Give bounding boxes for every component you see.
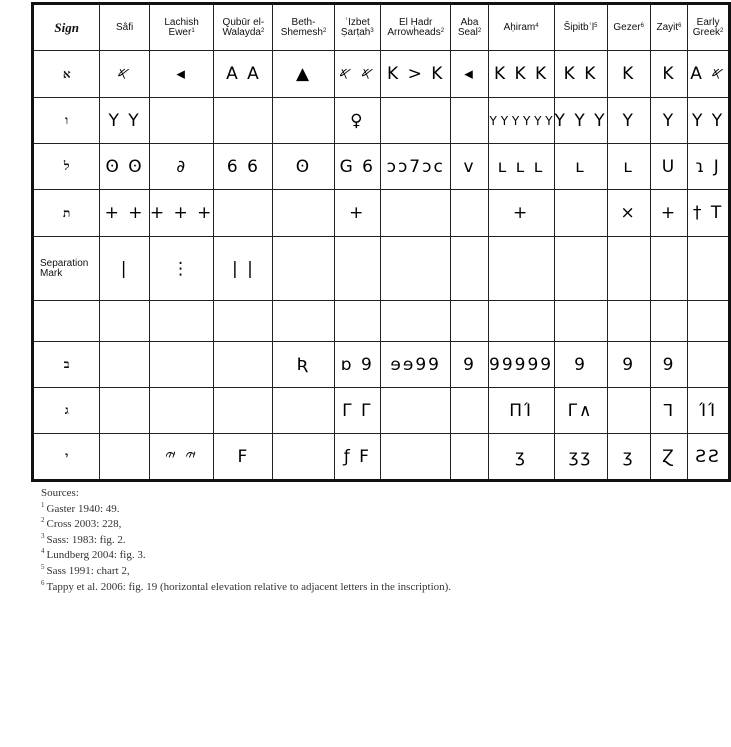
glyph-cell bbox=[381, 388, 451, 434]
sign-cell: ב bbox=[33, 342, 100, 388]
glyph-cell bbox=[451, 301, 488, 342]
letter-form-glyph: ▲ bbox=[295, 64, 312, 84]
letter-form-glyph: 𐤀 bbox=[117, 64, 132, 84]
header-gezer: Gezer$^6$ bbox=[607, 4, 650, 51]
footnote-number: 6 bbox=[41, 578, 45, 587]
footnote-number: 4 bbox=[41, 547, 45, 556]
glyph-cell bbox=[334, 301, 380, 342]
glyph-cell bbox=[149, 144, 214, 190]
letter-form-glyph: Γ Γ bbox=[342, 400, 373, 421]
glyph-cell bbox=[273, 51, 334, 98]
glyph-cell bbox=[554, 342, 607, 388]
letter-form-glyph: 6 6 bbox=[226, 156, 260, 177]
letter-form-glyph: Y bbox=[662, 110, 676, 131]
table-row bbox=[33, 388, 730, 434]
glyph-cell bbox=[688, 388, 730, 434]
glyph-cell bbox=[334, 51, 380, 98]
glyph-cell bbox=[607, 342, 650, 388]
glyph-cell bbox=[214, 237, 273, 301]
letter-form-glyph: + bbox=[512, 203, 530, 223]
sources-footnotes bbox=[41, 486, 451, 595]
glyph-cell bbox=[688, 98, 730, 144]
glyph-cell bbox=[488, 98, 554, 144]
glyph-cell bbox=[607, 301, 650, 342]
letter-form-glyph: Ʀ bbox=[296, 354, 311, 375]
footnote-number: 2 bbox=[41, 516, 45, 525]
sign-cell: ו bbox=[33, 98, 100, 144]
glyph-cell bbox=[214, 190, 273, 237]
header-aba-seal: Aba Seal$^2$ bbox=[451, 4, 488, 51]
glyph-cell bbox=[650, 51, 687, 98]
table-row bbox=[33, 51, 730, 98]
glyph-cell bbox=[554, 434, 607, 481]
source-text: Sass: 1983: fig. 2. bbox=[46, 533, 126, 546]
glyph-cell bbox=[607, 144, 650, 190]
glyph-cell bbox=[334, 388, 380, 434]
glyph-cell bbox=[381, 237, 451, 301]
glyph-cell bbox=[451, 342, 488, 388]
glyph-cell bbox=[488, 342, 554, 388]
letter-form-glyph: ʒ bbox=[515, 446, 527, 467]
glyph-cell bbox=[334, 237, 380, 301]
letter-form-glyph: U bbox=[661, 156, 677, 177]
glyph-cell bbox=[451, 144, 488, 190]
source-item bbox=[41, 580, 451, 596]
letter-form-glyph: ʟ ʟ ʟ bbox=[497, 156, 545, 177]
letter-form-glyph: 9 bbox=[463, 354, 476, 375]
glyph-cell bbox=[607, 237, 650, 301]
footnote-number: 1 bbox=[41, 500, 45, 509]
glyph-cell bbox=[488, 144, 554, 190]
letter-form-glyph: ⋮ bbox=[172, 258, 192, 279]
letter-form-glyph: ʒʒ bbox=[568, 446, 593, 467]
letter-form-glyph: ΊΊ bbox=[699, 400, 718, 421]
letter-form-glyph: ♀ bbox=[350, 110, 365, 131]
glyph-cell bbox=[650, 190, 687, 237]
table-row bbox=[33, 342, 730, 388]
glyph-cell bbox=[650, 301, 687, 342]
letter-form-glyph: Y Y bbox=[108, 110, 141, 131]
source-item bbox=[41, 548, 451, 564]
glyph-cell bbox=[214, 388, 273, 434]
glyph-cell bbox=[688, 301, 730, 342]
sources-title: Sources: bbox=[41, 487, 79, 499]
letter-form-glyph: 𐤀 𐤀 bbox=[338, 64, 376, 84]
sign-cell: י bbox=[33, 434, 100, 481]
glyph-cell bbox=[100, 51, 149, 98]
glyph-cell bbox=[381, 301, 451, 342]
glyph-cell bbox=[381, 144, 451, 190]
glyph-cell bbox=[554, 98, 607, 144]
glyph-cell bbox=[554, 51, 607, 98]
glyph-cell bbox=[554, 237, 607, 301]
glyph-cell bbox=[650, 388, 687, 434]
letter-form-glyph: K bbox=[662, 64, 676, 84]
glyph-cell bbox=[554, 388, 607, 434]
glyph-cell bbox=[451, 51, 488, 98]
glyph-cell bbox=[100, 434, 149, 481]
letter-form-glyph: F bbox=[237, 446, 250, 467]
letter-form-glyph: ᒣ bbox=[662, 400, 676, 421]
glyph-cell bbox=[149, 434, 214, 481]
letter-form-glyph: | bbox=[120, 258, 129, 279]
glyph-cell bbox=[149, 301, 214, 342]
glyph-cell bbox=[334, 342, 380, 388]
letter-form-glyph: K > K bbox=[387, 64, 445, 84]
glyph-cell bbox=[149, 98, 214, 144]
glyph-cell bbox=[650, 342, 687, 388]
glyph-cell bbox=[688, 144, 730, 190]
table-row bbox=[33, 144, 730, 190]
letter-form-glyph: + + bbox=[104, 203, 145, 223]
glyph-cell bbox=[214, 144, 273, 190]
glyph-cell bbox=[273, 301, 334, 342]
letter-form-glyph: A A bbox=[226, 64, 261, 84]
glyph-cell bbox=[100, 190, 149, 237]
letter-form-glyph: ʒ bbox=[622, 446, 635, 467]
glyph-cell bbox=[214, 51, 273, 98]
sign-cell bbox=[33, 301, 100, 342]
glyph-cell bbox=[688, 342, 730, 388]
glyph-cell bbox=[607, 190, 650, 237]
glyph-cell bbox=[273, 98, 334, 144]
letter-form-glyph: ʟ bbox=[623, 156, 634, 177]
letter-form-glyph: K bbox=[622, 64, 636, 84]
glyph-cell bbox=[488, 237, 554, 301]
source-text: Gaster 1940: 49. bbox=[46, 502, 120, 515]
letter-form-glyph: ΠΊ bbox=[509, 400, 533, 421]
glyph-cell bbox=[273, 434, 334, 481]
glyph-cell bbox=[451, 434, 488, 481]
footnote-number: 3 bbox=[41, 531, 45, 540]
letter-form-glyph: Y Y bbox=[691, 110, 725, 131]
letter-form-glyph: ɿ J bbox=[695, 156, 721, 177]
glyph-cell bbox=[650, 98, 687, 144]
glyph-cell bbox=[100, 388, 149, 434]
letter-form-glyph: K K bbox=[563, 64, 598, 84]
glyph-cell bbox=[554, 144, 607, 190]
glyph-cell bbox=[488, 51, 554, 98]
glyph-cell bbox=[451, 388, 488, 434]
sign-cell: ג bbox=[33, 388, 100, 434]
header-row bbox=[33, 4, 730, 51]
glyph-cell bbox=[688, 237, 730, 301]
glyph-cell bbox=[100, 342, 149, 388]
glyph-cell bbox=[334, 144, 380, 190]
glyph-cell bbox=[607, 388, 650, 434]
glyph-cell bbox=[214, 301, 273, 342]
glyph-cell bbox=[451, 190, 488, 237]
letter-form-glyph: + bbox=[660, 203, 678, 223]
sign-cell: ל bbox=[33, 144, 100, 190]
table-row bbox=[33, 190, 730, 237]
glyph-cell bbox=[488, 434, 554, 481]
letter-form-glyph: v bbox=[463, 156, 476, 177]
glyph-cell bbox=[607, 98, 650, 144]
source-text: Tappy et al. 2006: fig. 19 (horizontal elevation relative to adjacent letters in the inscription). bbox=[46, 580, 452, 593]
glyph-cell bbox=[334, 190, 380, 237]
header-sipitbl: Šipitbʿl$^5$ bbox=[554, 4, 607, 51]
glyph-cell bbox=[688, 434, 730, 481]
sign-cell: א bbox=[33, 51, 100, 98]
glyph-cell bbox=[451, 98, 488, 144]
glyph-cell bbox=[149, 190, 214, 237]
source-item bbox=[41, 517, 451, 533]
glyph-cell bbox=[334, 98, 380, 144]
header-zayit: Zayit$^6$ bbox=[650, 4, 687, 51]
letter-form-glyph: A 𐤀 bbox=[690, 64, 726, 84]
letter-form-glyph: 99999 bbox=[489, 354, 554, 375]
glyph-cell bbox=[100, 301, 149, 342]
glyph-cell bbox=[381, 51, 451, 98]
glyph-cell bbox=[100, 144, 149, 190]
glyph-cell bbox=[149, 51, 214, 98]
letter-form-glyph: Y Y Y bbox=[554, 110, 607, 131]
source-text: Cross 2003: 228, bbox=[46, 518, 122, 531]
table-row bbox=[33, 98, 730, 144]
glyph-cell bbox=[273, 388, 334, 434]
glyph-cell bbox=[688, 190, 730, 237]
glyph-cell bbox=[149, 237, 214, 301]
letter-form-glyph: ʘ ʘ bbox=[105, 156, 144, 177]
sign-cell: ת bbox=[33, 190, 100, 237]
glyph-cell bbox=[488, 301, 554, 342]
letter-form-glyph: × bbox=[620, 203, 637, 223]
header-beth-shemesh: Beth- Shemesh$^2$ bbox=[273, 4, 334, 51]
source-text: Sass 1991: chart 2, bbox=[46, 564, 130, 577]
letter-form-glyph: Ɀ bbox=[662, 446, 676, 467]
glyph-cell bbox=[554, 190, 607, 237]
glyph-cell bbox=[554, 301, 607, 342]
letter-form-glyph: | | bbox=[231, 258, 255, 279]
letter-form-glyph: Γ∧ bbox=[567, 400, 594, 421]
sign-cell: Separation Mark bbox=[33, 237, 100, 301]
letter-form-glyph: ʘ bbox=[295, 156, 312, 177]
letter-form-glyph: K K K bbox=[493, 64, 549, 84]
script-comparison-table bbox=[31, 2, 731, 482]
letter-form-glyph: ƒ F bbox=[343, 446, 371, 467]
glyph-cell bbox=[607, 51, 650, 98]
glyph-cell bbox=[273, 342, 334, 388]
glyph-cell bbox=[381, 190, 451, 237]
letter-form-glyph: + + + bbox=[149, 203, 214, 223]
source-item bbox=[41, 533, 451, 549]
header-ahiram: Aḥiram$^4$ bbox=[488, 4, 554, 51]
glyph-cell bbox=[214, 98, 273, 144]
glyph-cell bbox=[214, 342, 273, 388]
letter-form-glyph: + bbox=[349, 203, 366, 223]
header-izbet-sartah: ʿIzbet Ṣarṭah$^3$ bbox=[334, 4, 380, 51]
header-el-hadr-arrowheads: El Ḥadr Arrowheads$^2$ bbox=[381, 4, 451, 51]
letter-form-glyph: ∂ bbox=[176, 156, 187, 177]
glyph-cell bbox=[650, 144, 687, 190]
glyph-cell bbox=[650, 434, 687, 481]
glyph-cell bbox=[149, 342, 214, 388]
table-row bbox=[33, 434, 730, 481]
glyph-cell bbox=[273, 144, 334, 190]
letter-form-glyph: † T bbox=[692, 203, 724, 223]
letter-form-glyph: Y bbox=[622, 110, 635, 131]
letter-form-glyph: ◂ bbox=[464, 64, 475, 84]
glyph-cell bbox=[451, 237, 488, 301]
glyph-cell bbox=[149, 388, 214, 434]
glyph-cell bbox=[488, 190, 554, 237]
glyph-cell bbox=[100, 237, 149, 301]
letter-form-glyph: 9 bbox=[662, 354, 676, 375]
header-qubur-el-walayda: Qubūr el- Walayda$^2$ bbox=[214, 4, 273, 51]
letter-form-glyph: ɘɘ99 bbox=[390, 354, 441, 375]
source-text: Lundberg 2004: fig. 3. bbox=[46, 549, 146, 562]
header-early-greek: Early Greek$^2$ bbox=[688, 4, 730, 51]
letter-form-glyph: ƧƧ bbox=[695, 446, 721, 467]
letter-form-glyph: Y Y Y Y Y Y bbox=[489, 113, 553, 128]
header-safi: Sâfi bbox=[100, 4, 149, 51]
table-row bbox=[33, 237, 730, 301]
glyph-cell bbox=[381, 434, 451, 481]
letter-form-glyph: ʟ bbox=[575, 156, 586, 177]
letter-form-glyph: 9 bbox=[574, 354, 587, 375]
letter-form-glyph: 9 bbox=[622, 354, 636, 375]
footnote-number: 5 bbox=[41, 562, 45, 571]
source-item bbox=[41, 502, 451, 518]
glyph-cell bbox=[100, 98, 149, 144]
glyph-cell bbox=[273, 237, 334, 301]
glyph-cell bbox=[650, 237, 687, 301]
glyph-cell bbox=[607, 434, 650, 481]
letter-form-glyph: ɒ 9 bbox=[340, 354, 374, 375]
glyph-cell bbox=[273, 190, 334, 237]
glyph-cell bbox=[381, 98, 451, 144]
letter-form-glyph: ɔɔ7ɔc bbox=[386, 156, 445, 177]
glyph-cell bbox=[488, 388, 554, 434]
header-lachish-ewer: Lachish Ewer$^1$ bbox=[149, 4, 214, 51]
table-row bbox=[33, 301, 730, 342]
glyph-cell bbox=[334, 434, 380, 481]
glyph-cell bbox=[688, 51, 730, 98]
letter-form-glyph: ◂ bbox=[176, 64, 187, 84]
glyph-cell bbox=[214, 434, 273, 481]
letter-form-glyph: 𐤉 𐤉 bbox=[164, 446, 199, 467]
source-item bbox=[41, 564, 451, 580]
letter-form-glyph: G 6 bbox=[339, 156, 375, 177]
glyph-cell bbox=[381, 342, 451, 388]
header-sign: Sign bbox=[33, 4, 100, 51]
